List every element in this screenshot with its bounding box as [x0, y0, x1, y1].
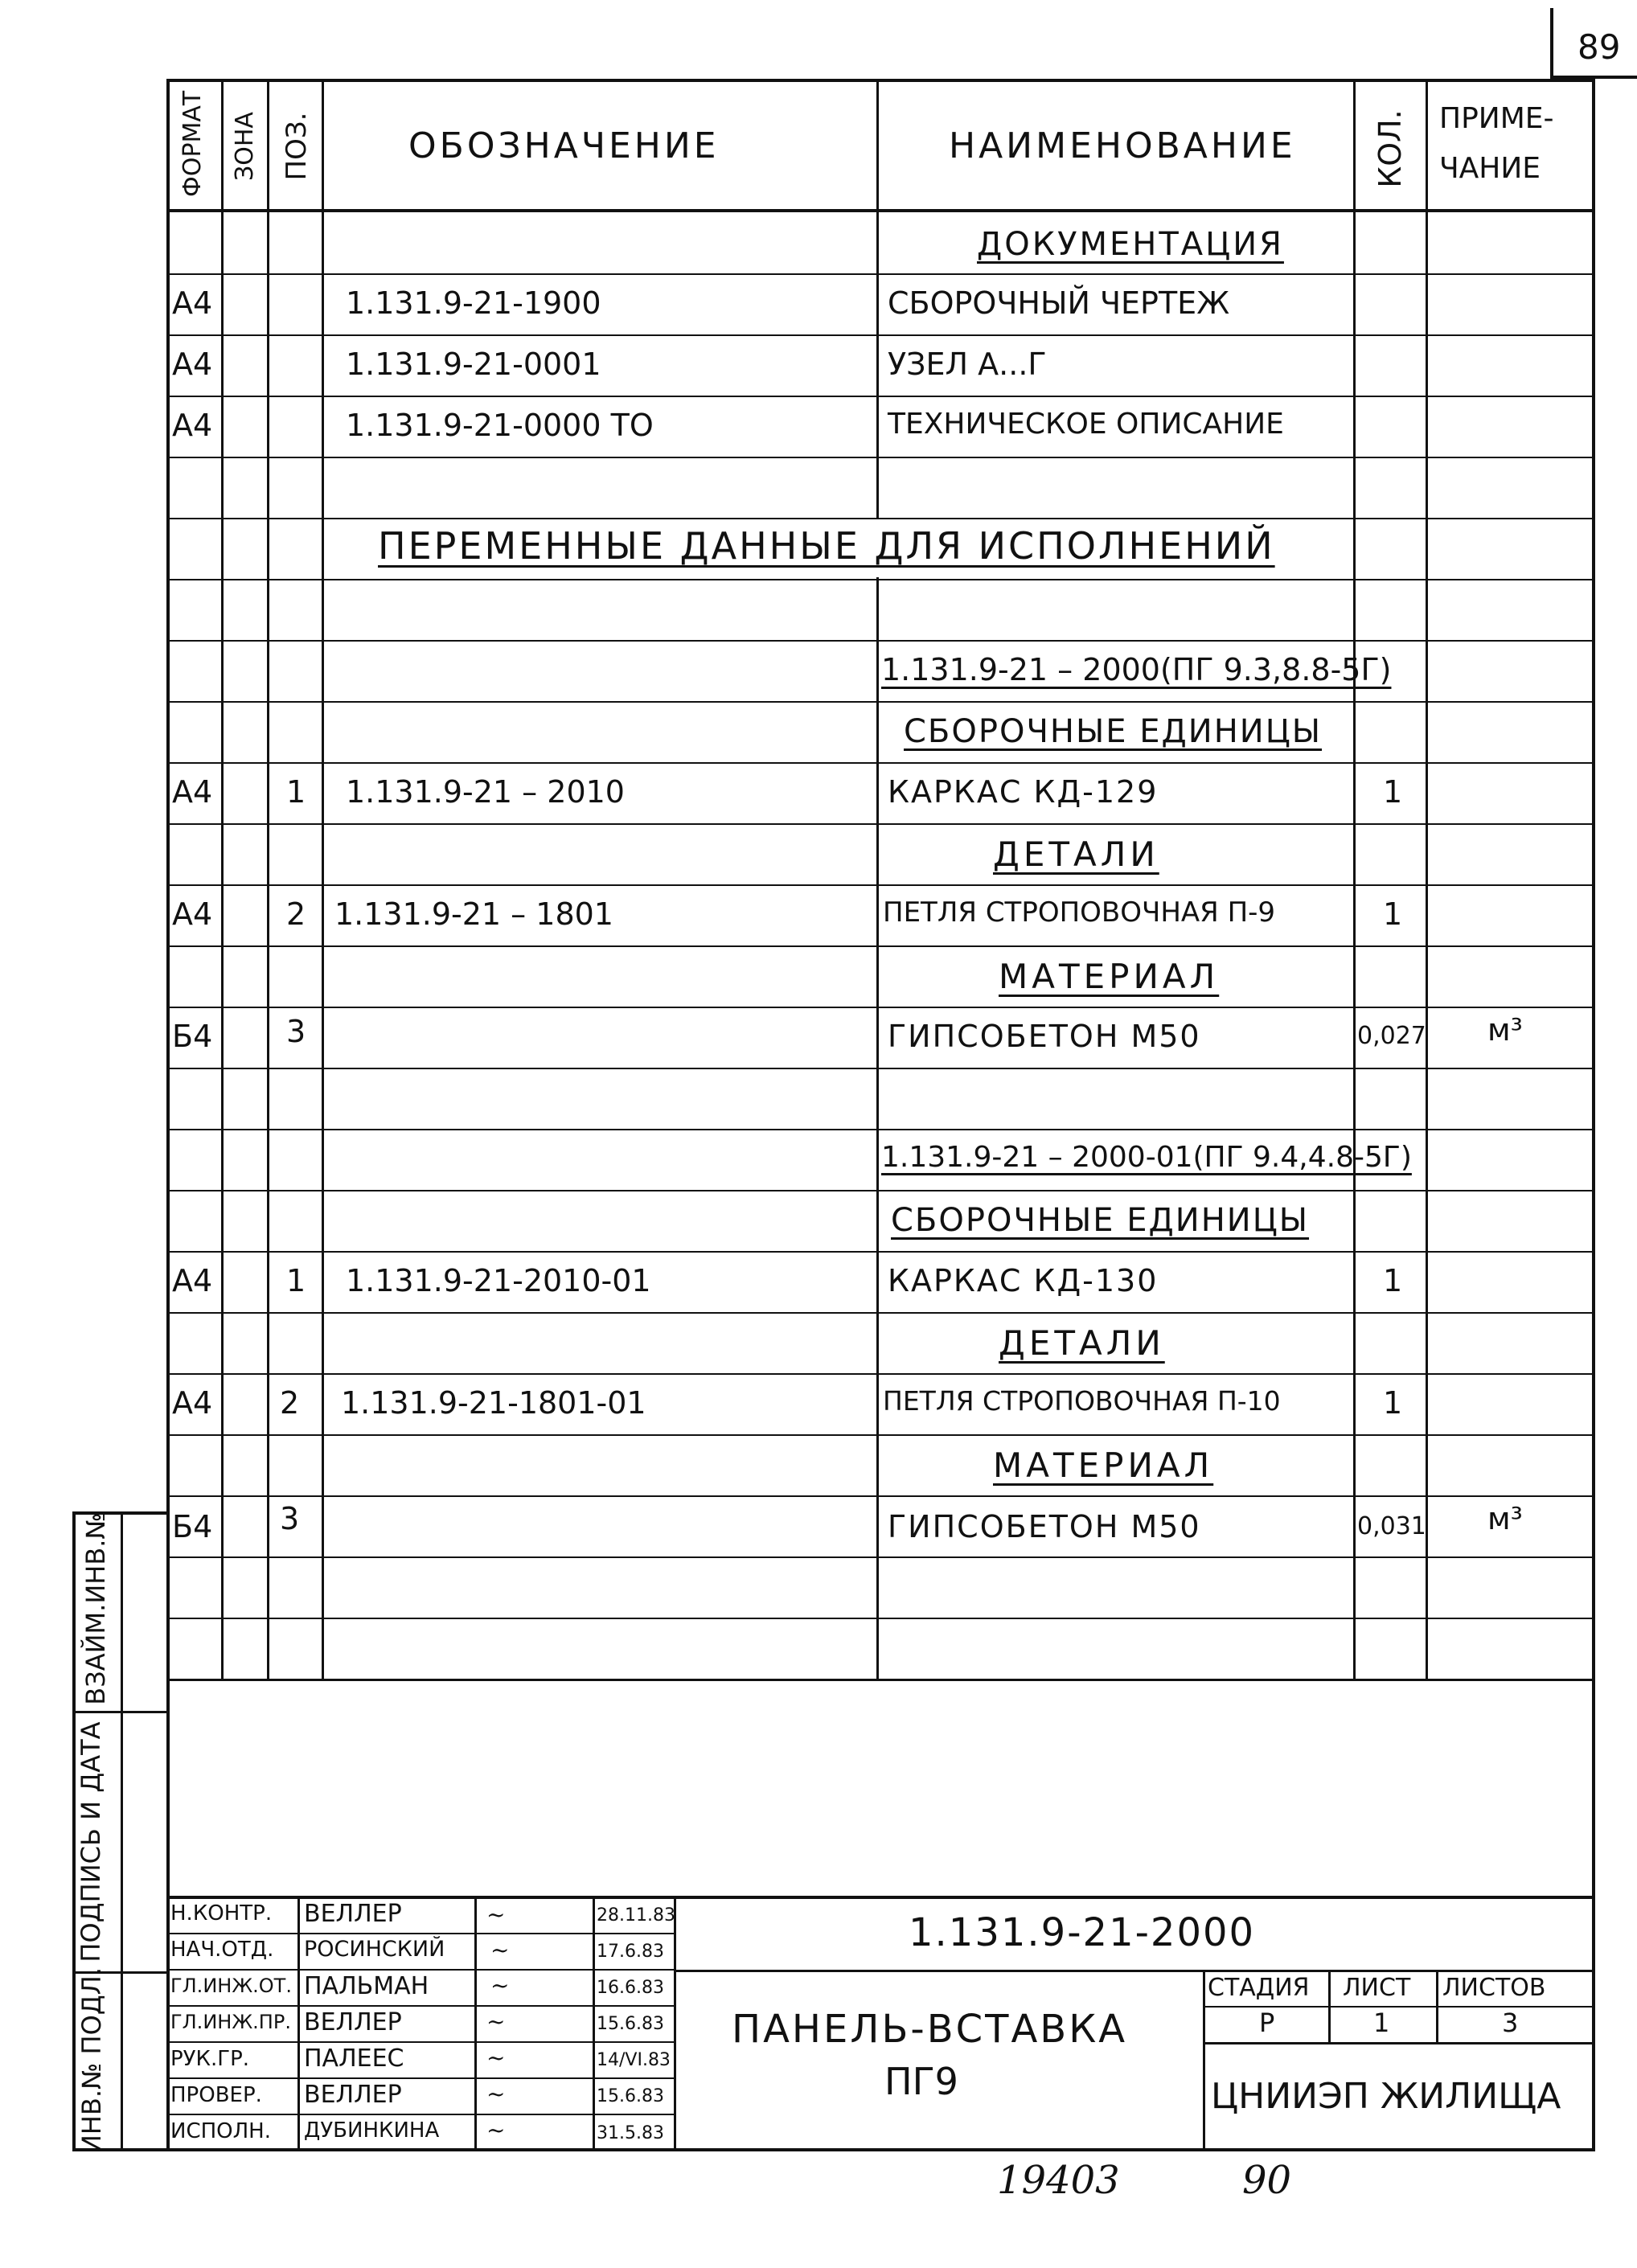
table-row: А4 [172, 1263, 213, 1298]
table-row: Б4 [172, 1019, 213, 1054]
table-row: Б4 [172, 1509, 213, 1544]
signature-mark: ~ [486, 2008, 506, 2035]
signature-name: ВЕЛЛЕР [304, 1900, 402, 1928]
sheet-value: 1 [1373, 2008, 1390, 2038]
table-row: ТЕХНИЧЕСКОЕ ОПИСАНИЕ [888, 408, 1284, 441]
stamp-title-2: ПГ9 [884, 2060, 958, 2103]
signature-name: ВЕЛЛЕР [304, 2081, 402, 2109]
table-row: 1 [286, 774, 306, 810]
table-row: 1.131.9-21-0001 [346, 347, 601, 382]
stage-label: СТАДИЯ [1208, 1974, 1310, 2002]
table-row: 1.131.9-21 – 2010 [346, 774, 625, 810]
signature-role: ГЛ.ИНЖ.ПР. [170, 2011, 291, 2033]
table-row: А4 [172, 896, 213, 932]
table-row: А4 [172, 347, 213, 382]
table-row: КАРКАС КД-130 [888, 1263, 1159, 1298]
signature-date: 14/VI.83 [597, 2050, 671, 2070]
signature-date: 16.6.83 [597, 1978, 664, 1998]
table-row: МАТЕРИАЛ [999, 957, 1220, 996]
table-row: А4 [172, 285, 213, 321]
table-row: 1.131.9-21 – 2000-01(ПГ 9.4,4.8-5Г) [881, 1141, 1412, 1174]
signature-name: ВЕЛЛЕР [304, 2008, 402, 2036]
sheet-label: ЛИСТ [1343, 1974, 1411, 2002]
table-row: ДОКУМЕНТАЦИЯ [977, 226, 1284, 263]
table-row: 1.131.9-21 – 1801 [334, 896, 613, 932]
sheet-number: 90 [1242, 2158, 1292, 2203]
signature-name: РОСИНСКИЙ [304, 1937, 445, 1962]
signature-mark: ~ [486, 1901, 506, 1928]
table-row: ДЕТАЛИ [999, 1323, 1165, 1363]
signature-date: 15.6.83 [597, 2086, 664, 2106]
table-row: КАРКАС КД-129 [888, 774, 1159, 810]
table-row: м³ [1487, 1012, 1523, 1048]
page-number: 89 [1578, 27, 1621, 67]
table-row: 1 [1383, 1263, 1403, 1298]
signature-mark: ~ [486, 2081, 506, 2107]
table-row: 2 [286, 896, 306, 932]
header-designation: ОБОЗНАЧЕНИЕ [408, 125, 720, 166]
organization: ЦНИИЭП ЖИЛИЩА [1211, 2076, 1561, 2117]
header-note-2: ЧАНИЕ [1439, 152, 1541, 185]
doc-number: 1.131.9-21-2000 [909, 1910, 1256, 1955]
table-row: УЗЕЛ А...Г [888, 347, 1047, 382]
side-label-inv-podl: ИНВ.№ ПОДЛ. [76, 1967, 107, 2155]
table-row: 3 [280, 1501, 300, 1536]
table-row: 1 [1383, 774, 1403, 810]
table-row: 1.131.9-21-2010-01 [346, 1263, 651, 1298]
signature-role: РУК.ГР. [170, 2047, 250, 2071]
side-label-inv-vzam: ВЗАЙМ.ИНВ.№ [80, 1512, 111, 1705]
signature-role: ГЛ.ИНЖ.ОТ. [170, 1975, 292, 1997]
table-row: 2 [280, 1385, 300, 1421]
table-row: 1.131.9-21 – 2000(ПГ 9.3,8.8-5Г) [881, 652, 1392, 687]
signature-role: Н.КОНТР. [170, 1901, 273, 1926]
table-row: ПЕТЛЯ СТРОПОВОЧНАЯ П-10 [883, 1385, 1281, 1417]
signature-name: ПАЛЬМАН [304, 1972, 429, 2000]
table-row: 0,027 [1357, 1022, 1426, 1050]
table-row: МАТЕРИАЛ [993, 1446, 1214, 1485]
sheets-value: 3 [1502, 2008, 1519, 2038]
table-row: 0,031 [1357, 1512, 1426, 1540]
signature-role: ПРОВЕР. [170, 2083, 262, 2107]
table-row: ПЕТЛЯ СТРОПОВОЧНАЯ П-9 [883, 896, 1276, 929]
table-row: А4 [172, 774, 213, 810]
signature-date: 28.11.83 [597, 1905, 675, 1926]
archive-number: 19403 [997, 2158, 1120, 2203]
signature-date: 31.5.83 [597, 2123, 664, 2143]
table-row: СБОРОЧНЫЙ ЧЕРТЕЖ [888, 285, 1230, 321]
table-row: А4 [172, 408, 213, 443]
table-row: 1 [286, 1263, 306, 1298]
signature-mark: ~ [486, 2117, 506, 2143]
signature-mark: ~ [490, 1937, 510, 1963]
header-pos: ПОЗ. [281, 112, 313, 181]
header-note-1: ПРИМЕ- [1439, 102, 1554, 135]
table-row: 1.131.9-21-0000 ТО [346, 408, 654, 443]
stage-value: Р [1259, 2008, 1275, 2038]
table-row: ДЕТАЛИ [993, 835, 1159, 874]
table-row: 1 [1383, 1385, 1403, 1421]
signature-name: ДУБИНКИНА [304, 2118, 440, 2143]
signature-date: 15.6.83 [597, 2014, 664, 2034]
table-row: СБОРОЧНЫЕ ЕДИНИЦЫ [891, 1202, 1310, 1239]
side-label-podpis: ПОДПИСЬ И ДАТА [76, 1721, 106, 1962]
stamp-title-1: ПАНЕЛЬ-ВСТАВКА [732, 2007, 1128, 2052]
table-row: 1.131.9-21-1900 [346, 285, 601, 321]
sheet-frame [166, 79, 1595, 2151]
signature-mark: ~ [486, 2044, 506, 2071]
table-row: 3 [286, 1014, 306, 1049]
signature-mark: ~ [490, 1972, 510, 1999]
table-row: А4 [172, 1385, 213, 1421]
table-row: м³ [1487, 1501, 1523, 1536]
header-qty: КОЛ. [1372, 109, 1408, 188]
header-format: ФОРМАТ [178, 90, 207, 197]
table-row: ГИПСОБЕТОН М50 [888, 1509, 1201, 1544]
sheets-label: ЛИСТОВ [1442, 1974, 1546, 2002]
table-row: 1.131.9-21-1801-01 [341, 1385, 646, 1421]
table-row: 1 [1383, 896, 1403, 932]
signature-role: НАЧ.ОТД. [170, 1938, 274, 1962]
signature-role: ИСПОЛН. [170, 2119, 271, 2143]
header-name: НАИМЕНОВАНИЕ [949, 125, 1296, 166]
signature-name: ПАЛЕЕС [304, 2044, 404, 2073]
table-row: ГИПСОБЕТОН М50 [888, 1019, 1201, 1054]
variable-data-heading: ПЕРЕМЕННЫЕ ДАННЫЕ ДЛЯ ИСПОЛНЕНИЙ [378, 524, 1275, 568]
header-zone: ЗОНА [231, 112, 259, 181]
table-row: СБОРОЧНЫЕ ЕДИНИЦЫ [904, 713, 1323, 750]
signature-date: 17.6.83 [597, 1942, 664, 1962]
